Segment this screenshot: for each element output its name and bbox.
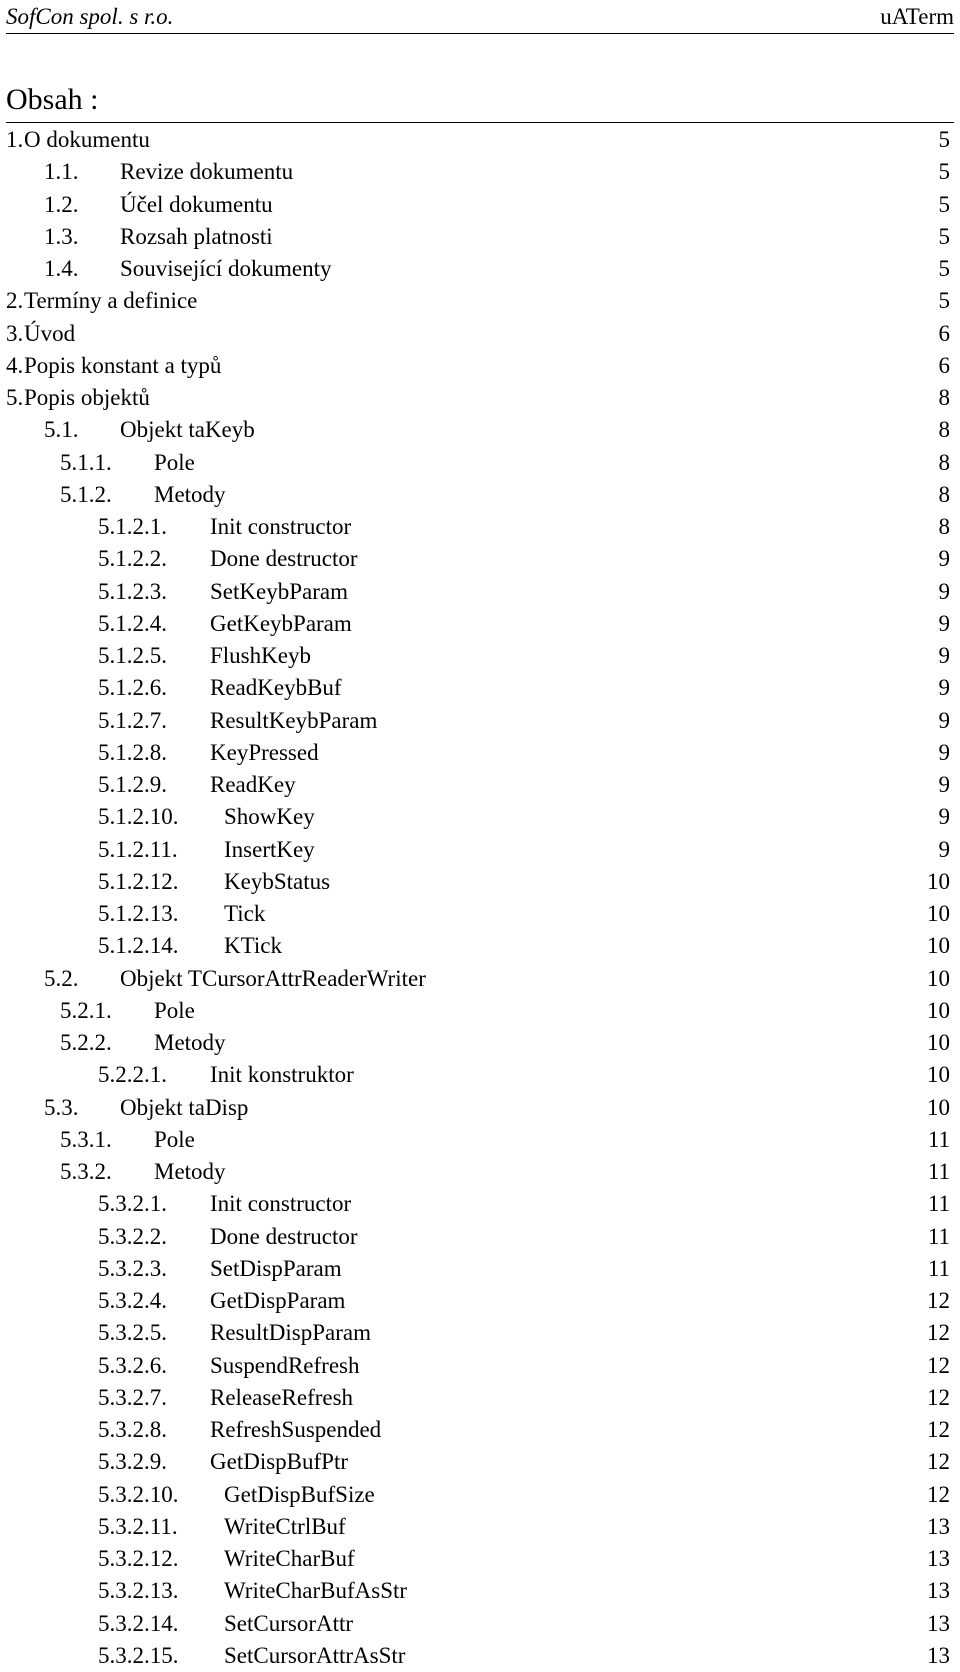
toc-entry-page: 9	[938, 772, 950, 797]
toc-entry-title[interactable]: InsertKey	[224, 836, 315, 862]
toc-entry[interactable]	[0, 1285, 960, 1317]
toc-entry-page: 12	[927, 1417, 950, 1442]
toc-entry-page: 11	[927, 1159, 950, 1184]
toc-entry-title[interactable]: GetKeybParam	[210, 610, 352, 636]
toc-entry-number: 5.1.2.4.	[98, 610, 167, 636]
toc-entry-number: 5.1.	[44, 417, 79, 443]
toc-entry[interactable]	[0, 1124, 960, 1156]
toc-entry-title[interactable]: WriteCharBuf	[224, 1546, 355, 1571]
toc-entry-page: 10	[927, 933, 950, 959]
toc-entry-title[interactable]: Pole	[154, 997, 195, 1023]
toc-entry-number: 5.1.2.3.	[98, 578, 167, 604]
toc-entry-number: 5.1.2.7.	[98, 707, 167, 733]
toc-entry-title[interactable]: ResultDispParam	[210, 1320, 371, 1346]
toc-entry-number: 5.2.	[44, 965, 79, 991]
toc-entry-page: 9	[938, 675, 950, 701]
toc-entry[interactable]	[0, 318, 960, 350]
toc-entry-page: 6	[938, 320, 950, 346]
toc-entry[interactable]	[0, 511, 960, 543]
toc-entry-title[interactable]: Související dokumenty	[120, 256, 332, 281]
toc-entry[interactable]	[0, 608, 960, 640]
toc-entry-page: 9	[938, 739, 950, 765]
toc-divider	[6, 122, 954, 123]
toc-entry-number: 1.4.	[44, 256, 79, 281]
toc-entry-title[interactable]: Metody	[154, 1159, 226, 1184]
toc-entry-page: 5	[938, 159, 950, 185]
toc-entry-title[interactable]: ReadKey	[210, 772, 296, 797]
toc-entry-title[interactable]: KeybStatus	[224, 868, 331, 894]
toc-entry-page: 8	[938, 481, 950, 507]
toc-entry[interactable]	[0, 1479, 960, 1511]
toc-entry-number: 5.2.1.	[60, 997, 112, 1023]
toc-entry[interactable]	[0, 1156, 960, 1188]
toc-entry-number: 5.2.2.	[60, 1030, 112, 1055]
toc-entry-page: 13	[927, 1513, 950, 1539]
toc-entry[interactable]	[0, 1446, 960, 1478]
toc-entry[interactable]	[0, 414, 960, 446]
toc-entry-page: 10	[927, 868, 950, 894]
toc-entry-number: 5.3.2.7.	[98, 1384, 167, 1410]
toc-entry-page: 10	[927, 901, 950, 926]
toc-entry-number: 5.1.1.	[60, 449, 112, 475]
toc-entry-number: 5.3.2.	[60, 1159, 112, 1184]
toc-entry[interactable]	[0, 995, 960, 1027]
toc-entry-page: 8	[938, 385, 950, 410]
toc-entry-number: 5.3.2.5.	[98, 1320, 167, 1346]
toc-entry-page: 5	[938, 288, 950, 314]
toc-entry[interactable]	[0, 1414, 960, 1446]
toc-entry[interactable]	[0, 1350, 960, 1382]
page-header	[6, 0, 954, 34]
toc-entry[interactable]	[0, 124, 960, 156]
toc-entry-title[interactable]: KeyPressed	[210, 739, 319, 765]
toc-entry[interactable]	[0, 1382, 960, 1414]
toc-entry-title[interactable]: ResultKeybParam	[210, 707, 378, 733]
toc-entry[interactable]	[0, 737, 960, 769]
toc-entry-number: 5.3.2.1.	[98, 1191, 167, 1217]
toc-entry-title[interactable]: ShowKey	[224, 804, 315, 830]
toc-entry-page: 13	[927, 1546, 950, 1571]
toc-entry-page: 10	[927, 1062, 950, 1088]
toc-entry-page: 12	[927, 1320, 950, 1346]
toc-entry-number: 5.3.2.10.	[98, 1481, 179, 1507]
toc-entry-page: 5	[938, 127, 950, 152]
toc-entry-title[interactable]: Rozsah platnosti	[120, 223, 273, 249]
toc-entry-number: 5.3.2.3.	[98, 1255, 167, 1281]
toc-entry-page: 9	[938, 610, 950, 636]
toc-entry[interactable]	[0, 1059, 960, 1091]
toc-entry-number: 2.	[6, 288, 24, 314]
toc-entry-title[interactable]: Revize dokumentu	[120, 159, 294, 185]
toc-entry[interactable]	[0, 285, 960, 317]
table-of-contents	[0, 124, 960, 1672]
toc-entry[interactable]	[0, 963, 960, 995]
toc-entry-title[interactable]: Účel dokumentu	[120, 191, 273, 217]
toc-entry-number: 5.1.2.14.	[98, 933, 179, 959]
toc-entry-number: 5.2.2.1.	[98, 1062, 167, 1088]
toc-entry-title[interactable]: Popis objektů	[24, 385, 150, 410]
toc-entry[interactable]	[0, 1092, 960, 1124]
toc-entry-number: 5.1.2.13.	[98, 901, 179, 926]
toc-entry-title[interactable]: RefreshSuspended	[210, 1417, 382, 1442]
toc-entry-number: 5.3.2.12.	[98, 1546, 179, 1571]
toc-entry-number: 1.	[6, 127, 24, 152]
toc-entry-number: 5.3.2.2.	[98, 1223, 167, 1249]
toc-entry-page: 12	[927, 1449, 950, 1475]
toc-entry-title[interactable]: Tick	[224, 901, 266, 926]
toc-entry-title[interactable]: Init constructor	[210, 514, 352, 539]
toc-entry-number: 3.	[6, 320, 24, 346]
toc-entry-title[interactable]: GetDispBufSize	[224, 1481, 375, 1507]
toc-entry-number: 5.1.2.	[60, 481, 112, 507]
toc-entry[interactable]	[0, 1575, 960, 1607]
toc-entry-page: 9	[938, 643, 950, 668]
toc-entry[interactable]	[0, 1608, 960, 1640]
toc-entry-title[interactable]: Init constructor	[210, 1191, 352, 1217]
toc-entry[interactable]	[0, 382, 960, 414]
toc-entry[interactable]	[0, 447, 960, 479]
toc-entry[interactable]	[0, 253, 960, 285]
toc-entry-number: 1.2.	[44, 191, 79, 217]
toc-entry-number: 5.1.2.2.	[98, 546, 167, 572]
toc-entry-page: 8	[938, 449, 950, 475]
toc-entry-page: 12	[927, 1288, 950, 1313]
toc-entry-title[interactable]: Pole	[154, 1126, 195, 1152]
toc-entry[interactable]	[0, 1188, 960, 1220]
toc-entry-title[interactable]: SetKeybParam	[210, 578, 348, 604]
toc-entry-page: 8	[938, 514, 950, 539]
toc-entry-number: 1.1.	[44, 159, 79, 185]
toc-entry[interactable]	[0, 479, 960, 511]
toc-entry-page: 10	[927, 965, 950, 991]
toc-entry-title[interactable]: ReadKeybBuf	[210, 675, 342, 701]
toc-entry-number: 5.3.2.4.	[98, 1288, 167, 1313]
toc-entry-title[interactable]: Metody	[154, 481, 226, 507]
toc-entry-title[interactable]: Popis konstant a typů	[24, 352, 222, 378]
toc-entry[interactable]	[0, 1221, 960, 1253]
toc-entry-page: 12	[927, 1384, 950, 1410]
toc-entry[interactable]	[0, 576, 960, 608]
toc-entry-number: 5.1.2.10.	[98, 804, 179, 830]
toc-entry-page: 10	[927, 1030, 950, 1055]
toc-entry[interactable]	[0, 1027, 960, 1059]
toc-entry[interactable]	[0, 1543, 960, 1575]
toc-entry-number: 4.	[6, 352, 24, 378]
toc-entry-number: 5.1.2.6.	[98, 675, 167, 701]
toc-entry[interactable]	[0, 1640, 960, 1672]
toc-entry-title[interactable]: GetDispBufPtr	[210, 1449, 348, 1475]
toc-entry-page: 5	[938, 256, 950, 281]
toc-entry-title[interactable]: FlushKeyb	[210, 643, 311, 668]
toc-entry-page: 9	[938, 836, 950, 862]
toc-entry-number: 5.3.2.8.	[98, 1417, 167, 1442]
toc-entry-number: 5.1.2.11.	[98, 836, 178, 862]
toc-entry-title[interactable]: SetDispParam	[210, 1255, 342, 1281]
toc-entry-page: 13	[927, 1610, 950, 1636]
toc-entry[interactable]	[0, 156, 960, 188]
toc-entry-title[interactable]: ReleaseRefresh	[210, 1384, 354, 1410]
toc-entry-number: 5.3.2.14.	[98, 1610, 179, 1636]
toc-entry-page: 13	[927, 1642, 950, 1668]
toc-entry-title[interactable]: Objekt taDisp	[120, 1094, 249, 1120]
toc-entry-title[interactable]: O dokumentu	[24, 127, 150, 152]
toc-entry-title[interactable]: Pole	[154, 449, 195, 475]
toc-entry[interactable]	[0, 350, 960, 382]
toc-entry[interactable]	[0, 834, 960, 866]
company-name: SofCon spol. s r.o.	[6, 4, 174, 29]
toc-entry-title[interactable]: WriteCharBufAsStr	[224, 1578, 408, 1604]
toc-entry-page: 8	[938, 417, 950, 443]
toc-entry-title[interactable]: SuspendRefresh	[210, 1352, 360, 1378]
toc-entry-title[interactable]: Termíny a definice	[24, 288, 198, 314]
toc-entry[interactable]	[0, 866, 960, 898]
toc-entry[interactable]	[0, 640, 960, 672]
toc-entry-number: 1.3.	[44, 223, 79, 249]
toc-entry-title[interactable]: Úvod	[24, 320, 76, 346]
toc-entry-number: 5.	[6, 385, 24, 410]
toc-entry-number: 5.1.2.9.	[98, 772, 167, 797]
toc-entry[interactable]	[0, 705, 960, 737]
toc-entry[interactable]	[0, 189, 960, 221]
toc-entry-page: 6	[938, 352, 950, 378]
toc-entry-title[interactable]: SetCursorAttr	[224, 1610, 354, 1636]
toc-entry-page: 12	[927, 1352, 950, 1378]
toc-entry-number: 5.3.2.15.	[98, 1642, 179, 1668]
toc-entry-number: 5.1.2.12.	[98, 868, 179, 894]
toc-entry[interactable]	[0, 543, 960, 575]
toc-heading: Obsah :	[6, 83, 99, 116]
toc-entry-page: 10	[927, 1094, 950, 1120]
toc-entry-number: 5.3.1.	[60, 1126, 112, 1152]
toc-entry-title[interactable]: WriteCtrlBuf	[224, 1513, 346, 1539]
toc-entry-title[interactable]: Done destructor	[210, 1223, 358, 1249]
toc-entry-page: 9	[938, 578, 950, 604]
product-name: uATerm	[880, 4, 954, 29]
toc-entry-page: 11	[927, 1126, 950, 1152]
toc-entry[interactable]	[0, 898, 960, 930]
toc-entry-number: 5.3.2.6.	[98, 1352, 167, 1378]
toc-entry-title[interactable]: SetCursorAttrAsStr	[224, 1642, 406, 1668]
toc-entry[interactable]	[0, 1511, 960, 1543]
toc-entry-page: 11	[927, 1191, 950, 1217]
toc-entry-page: 5	[938, 191, 950, 217]
toc-entry-page: 5	[938, 223, 950, 249]
toc-entry-page: 11	[927, 1255, 950, 1281]
toc-entry-title[interactable]: GetDispParam	[210, 1288, 346, 1313]
toc-entry[interactable]	[0, 221, 960, 253]
toc-entry-title[interactable]: KTick	[224, 933, 282, 959]
toc-entry-number: 5.3.2.11.	[98, 1513, 178, 1539]
toc-entry-page: 11	[927, 1223, 950, 1249]
toc-entry-title[interactable]: Done destructor	[210, 546, 358, 572]
toc-entry-page: 9	[938, 804, 950, 830]
toc-entry[interactable]	[0, 769, 960, 801]
toc-entry-number: 5.3.2.9.	[98, 1449, 167, 1475]
toc-entry-page: 10	[927, 997, 950, 1023]
toc-entry[interactable]	[0, 1317, 960, 1349]
toc-entry-number: 5.1.2.1.	[98, 514, 167, 539]
toc-entry-title[interactable]: Metody	[154, 1030, 226, 1055]
toc-entry-number: 5.1.2.5.	[98, 643, 167, 668]
toc-entry-title[interactable]: Objekt taKeyb	[120, 417, 255, 443]
toc-entry-page: 13	[927, 1578, 950, 1604]
toc-entry-page: 9	[938, 707, 950, 733]
toc-entry-page: 12	[927, 1481, 950, 1507]
toc-entry[interactable]	[0, 801, 960, 833]
toc-entry-title[interactable]: Init konstruktor	[210, 1062, 354, 1088]
toc-entry[interactable]	[0, 672, 960, 704]
toc-entry[interactable]	[0, 930, 960, 962]
toc-entry-number: 5.3.	[44, 1094, 79, 1120]
toc-entry-page: 9	[938, 546, 950, 572]
toc-entry-title[interactable]: Objekt TCursorAttrReaderWriter	[120, 965, 426, 991]
toc-entry-number: 5.1.2.8.	[98, 739, 167, 765]
toc-entry-number: 5.3.2.13.	[98, 1578, 179, 1604]
toc-entry[interactable]	[0, 1253, 960, 1285]
